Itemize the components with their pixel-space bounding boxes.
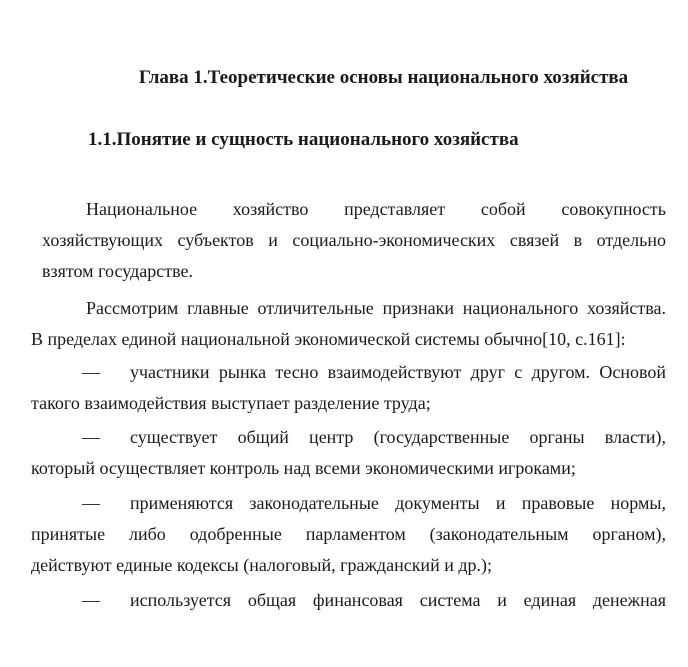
paragraph-intro-features bbox=[31, 293, 666, 355]
text-line: такого взаимодействия выступает разделение труда; bbox=[31, 393, 431, 413]
list-item-text: существует общий центр (государственные органы власти), bbox=[130, 427, 666, 447]
text-line: принятые либо одобренные парламентом (законодательным органом), bbox=[31, 524, 666, 544]
text-line: взятом государстве. bbox=[42, 261, 193, 281]
list-item-text: применяются законодательные документы и правовые нормы, bbox=[130, 493, 666, 513]
text-line: Национальное хозяйство представляет собой совокупность bbox=[86, 199, 666, 219]
text-line: который осуществляет контроль над всеми экономическими игроками; bbox=[31, 458, 576, 478]
list-item bbox=[31, 585, 666, 616]
text-line bbox=[31, 585, 666, 616]
list-item-text: используется общая финансовая система и единая денежная bbox=[130, 590, 666, 610]
document-body bbox=[31, 194, 666, 616]
text-line: действуют единые кодексы (налоговый, гражданский и др.); bbox=[31, 555, 492, 575]
chapter-title: Глава 1.Теоретические основы национального хозяйства bbox=[138, 67, 629, 88]
em-dash-bullet-marker: — bbox=[82, 590, 100, 610]
em-dash-bullet-marker: — bbox=[82, 362, 100, 382]
text-line bbox=[31, 488, 666, 519]
text-line bbox=[31, 422, 666, 453]
em-dash-bullet-marker: — bbox=[82, 493, 100, 513]
text-line bbox=[31, 357, 666, 388]
em-dash-bullet-marker: — bbox=[82, 427, 100, 447]
section-heading: 1.1.Понятие и сущность национального хозяйства bbox=[88, 129, 519, 150]
text-line: Рассмотрим главные отличительные признаки национального хозяйства. bbox=[86, 298, 666, 318]
document-page bbox=[31, 62, 666, 616]
text-line: В пределах единой национальной экономической системы обычно[10, с.161]: bbox=[31, 329, 626, 349]
list-item bbox=[31, 357, 666, 419]
paragraph-definition bbox=[31, 194, 666, 287]
list-item-text: участники рынка тесно взаимодействуют друг с другом. Основой bbox=[130, 362, 666, 382]
text-line: хозяйствующих субъектов и социально-экономических связей в отдельно bbox=[42, 230, 666, 250]
list-item bbox=[31, 422, 666, 484]
list-item bbox=[31, 488, 666, 581]
